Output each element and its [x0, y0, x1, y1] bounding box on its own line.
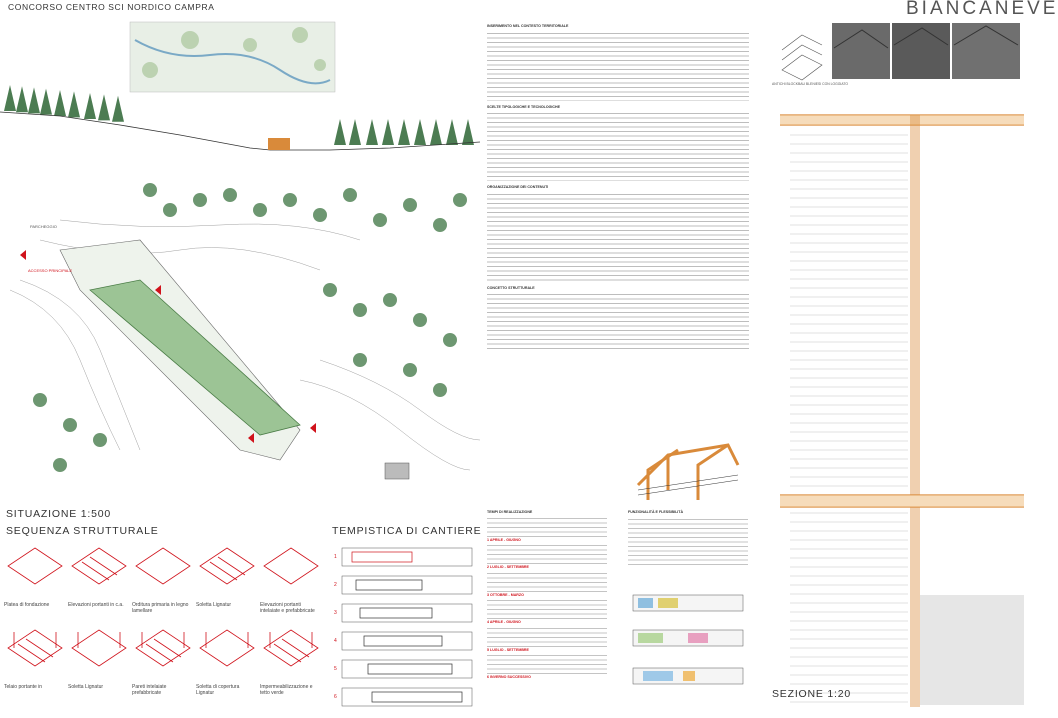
tempistica-step-building [364, 636, 442, 646]
tree-canopy [403, 363, 417, 377]
tempi-phase-label: 1 APRILE - GIUGNO [487, 537, 521, 542]
tempistica-step-number: 4 [334, 638, 337, 644]
wood-frame-axonometric [628, 430, 748, 510]
tempi-phase-label: 3 OTTOBRE - MARZO [487, 592, 524, 597]
sequenza-step-label: Elevazioni portanti intelaiate e prefabbricate [260, 602, 315, 614]
tempistica-step-frame [342, 604, 472, 622]
tempi-phase-label: 4 APRILE - GIUGNO [487, 620, 521, 624]
sequenza-step-label: Elevazioni portanti in c.a. [68, 602, 124, 608]
tree-canopy [193, 193, 207, 207]
text-section-body [487, 111, 749, 181]
tree-canopy [163, 203, 177, 217]
tempistica-step-building [360, 608, 432, 618]
sequenza-step [196, 540, 258, 620]
sequenza-step-label: Orditura primaria in legno lamellare [132, 602, 189, 614]
sequenza-step [260, 622, 322, 702]
tree-canopy [313, 208, 327, 222]
parking-label: PARCHEGGIO [30, 224, 57, 229]
tree-canopy [433, 218, 447, 232]
tree [382, 119, 394, 145]
sequenza-step-label: Soletta di copertura Lignatur [196, 684, 240, 696]
sequenza-step [68, 540, 130, 620]
text-section-heading: ORGANIZZAZIONE DEI CONTENUTI [487, 185, 549, 189]
sequenza-step [260, 540, 322, 620]
situazione-label: SITUAZIONE 1:500 [6, 508, 111, 520]
floor-plans [628, 590, 748, 710]
tempistica-step-number: 3 [334, 610, 337, 616]
sequenza-step [4, 622, 66, 702]
tempistica-diagram [332, 540, 480, 718]
blockbau-photo-2 [892, 23, 950, 79]
tree-canopy [63, 418, 77, 432]
building-section [268, 138, 290, 150]
sequenza-step-label: Pareti intelaiate prefabbricate [132, 684, 167, 696]
terrain-section [0, 20, 480, 180]
tree [54, 90, 66, 116]
text-column-top [487, 20, 749, 430]
tree [40, 89, 52, 115]
tree-canopy [223, 188, 237, 202]
tree [4, 85, 16, 111]
blockbau-axonometric [782, 35, 822, 80]
tree [446, 119, 458, 145]
tree-canopy [353, 303, 367, 317]
sequenza-step-label: Platea di fondazione [4, 602, 50, 608]
sequenza-step [132, 622, 194, 702]
tempi-phase-label: 5 LUGLIO - SETTEMBRE [487, 647, 529, 652]
sequenza-title: SEQUENZA STRUTTURALE [6, 525, 159, 537]
sequenza-step [4, 540, 66, 620]
tree-canopy [353, 353, 367, 367]
tempi-phase-body [487, 626, 607, 648]
sequenza-step-label: Soletta Lignatur [196, 602, 232, 608]
tree [462, 119, 474, 145]
competition-title: CONCORSO CENTRO SCI NORDICO CAMPRA [8, 2, 215, 12]
tree-canopy [323, 283, 337, 297]
tree [68, 91, 80, 117]
tree-canopy [253, 203, 267, 217]
tempistica-step-building [352, 552, 412, 562]
funzionalita-body [628, 517, 748, 567]
site-plan [0, 180, 480, 480]
text-section-body [487, 192, 749, 282]
text-section-body [487, 292, 749, 352]
tree-canopy [383, 293, 397, 307]
tempi-phase-body [487, 653, 607, 675]
project-title: BIANCANEVE [906, 0, 1058, 19]
text-section-body [487, 31, 749, 101]
tempi-heading: TEMPI DI REALIZZAZIONE [487, 510, 533, 514]
tempistica-title: TEMPISTICA DI CANTIERE [332, 525, 482, 537]
tree [334, 119, 346, 145]
tempi-phase-label: 6 INVERNO SUCCESSIVO [487, 675, 531, 679]
sequenza-step-label: Impermeabilizzazione e tetto verde [260, 684, 313, 696]
tempistica-step-building [356, 580, 422, 590]
tree-canopy [33, 393, 47, 407]
tempistica-step-frame [342, 660, 472, 678]
tree [84, 93, 96, 119]
tree [349, 119, 361, 145]
tempi-phase-body [487, 598, 607, 620]
text-section-heading: CONCETTO STRUTTURALE [487, 285, 535, 290]
tempi-phase-label: 2 LUGLIO - SETTEMBRE [487, 565, 529, 569]
tempi-column [487, 510, 607, 710]
sequenza-step-label: Soletta Lignatur [68, 684, 104, 690]
trees [4, 85, 474, 145]
tree [16, 86, 28, 112]
photo-strip [772, 20, 1022, 90]
tree-canopy [403, 198, 417, 212]
tree-canopy [343, 188, 357, 202]
tree-canopy [413, 313, 427, 327]
tempi-phase-body [487, 516, 607, 538]
tempistica-step-number: 5 [334, 666, 337, 672]
tempistica-step-frame [342, 688, 472, 706]
tree-canopy [283, 193, 297, 207]
funzionalita-column [628, 510, 748, 580]
tempistica-step-building [368, 664, 452, 674]
photo-caption: ANTICHI BLOCKBAU BLENIESI CON LOGGIATO [772, 82, 848, 86]
tree [430, 119, 442, 145]
tempi-phase-body [487, 543, 607, 565]
sequenza-step [132, 540, 194, 620]
tree [398, 119, 410, 145]
tree [28, 87, 40, 113]
construction-section-drawing [770, 95, 1024, 715]
access-arrow [20, 250, 26, 260]
tree [112, 96, 124, 122]
tempistica-step-frame [342, 548, 472, 566]
tree-canopy [443, 333, 457, 347]
sequenza-grid [0, 540, 320, 718]
tree [414, 119, 426, 145]
tempi-phase-body [487, 571, 607, 593]
existing-building [385, 463, 409, 479]
tree-canopy [373, 213, 387, 227]
tempistica-step-number: 1 [334, 554, 337, 560]
tempistica-step-frame [342, 632, 472, 650]
tree [98, 94, 110, 120]
blockbau-photo-1 [832, 23, 890, 79]
blockbau-photo-3 [952, 23, 1020, 79]
sequenza-step [196, 622, 258, 702]
sezione-label: SEZIONE 1:20 [772, 688, 852, 700]
sequenza-step [68, 622, 130, 702]
tree-canopy [433, 383, 447, 397]
text-section-heading: SCELTE TIPOLOGICHE E TECNOLOGICHE [487, 104, 561, 109]
sequenza-step-label: Telaio portante in [4, 684, 43, 690]
tree-canopy [143, 183, 157, 197]
funzionalita-heading: FUNZIONALITÀ E FLESSIBILITÀ [628, 510, 684, 514]
green-roof-building [90, 280, 300, 435]
tree-canopy [53, 458, 67, 472]
tree [366, 119, 378, 145]
tempistica-step-frame [342, 576, 472, 594]
access-label: ACCESSO PRINCIPALE [28, 268, 73, 273]
tempistica-step-building [372, 692, 462, 702]
text-section-heading: INSERIMENTO NEL CONTESTO TERRITORIALE [487, 24, 569, 28]
tree-canopy [453, 193, 467, 207]
tempistica-step-number: 2 [334, 582, 337, 588]
tempistica-step-number: 6 [334, 694, 337, 700]
tree-canopy [93, 433, 107, 447]
